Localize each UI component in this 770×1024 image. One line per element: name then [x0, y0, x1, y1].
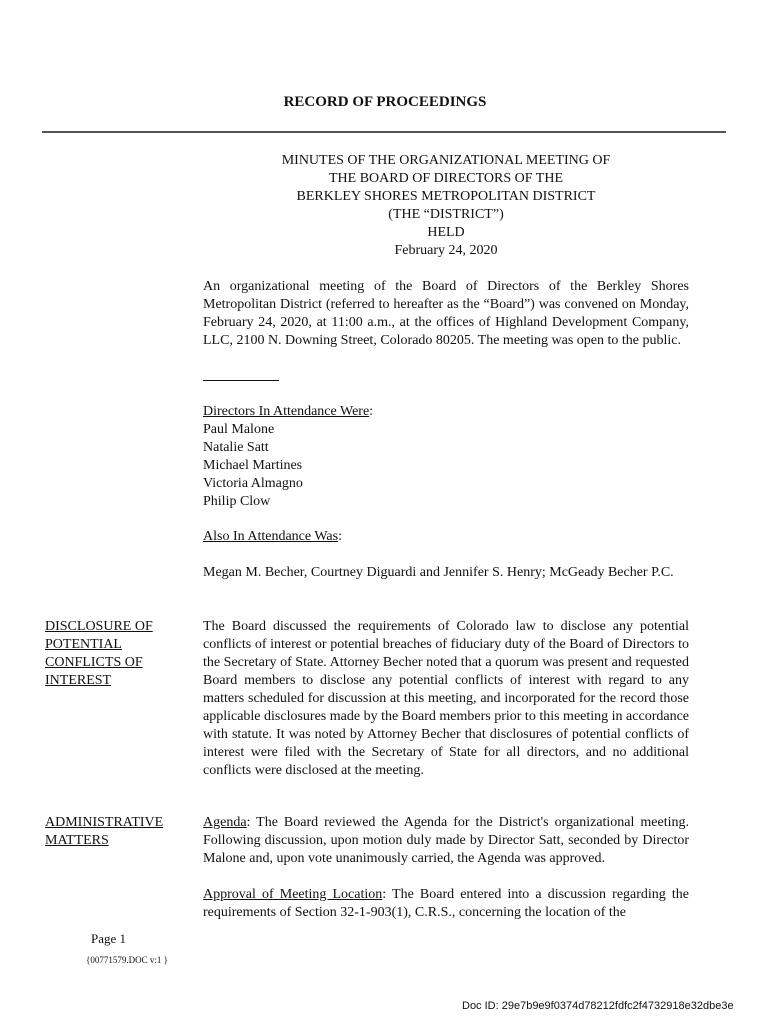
agenda-paragraph: [203, 814, 689, 868]
also-attendance-heading: [203, 528, 689, 546]
minutes-title-line: HELD: [427, 225, 465, 240]
header-divider: [42, 131, 726, 133]
page-title: RECORD OF PROCEEDINGS: [283, 94, 487, 110]
minutes-title: [203, 152, 689, 260]
disclosure-heading-line: INTEREST: [45, 673, 112, 688]
page-number: Page 1: [91, 931, 127, 946]
location-text: : The Board entered into a discussion regarding the requirements of Section 32-1-903(1), C.R.S., concerning the location of the: [203, 887, 690, 920]
also-attendance-heading-text: Also In Attendance Was: [203, 529, 339, 544]
minutes-title-line: THE BOARD OF DIRECTORS OF THE: [328, 171, 563, 186]
administrative-heading-line: ADMINISTRATIVE: [45, 815, 164, 830]
also-attendance-text: Megan M. Becher, Courtney Diguardi and Jennifer S. Henry; McGeady Becher P.C.: [203, 565, 674, 580]
administrative-heading: [45, 814, 185, 850]
directors-heading: [203, 403, 689, 421]
disclosure-heading-line: CONFLICTS OF: [45, 655, 143, 670]
director-name: Natalie Satt: [203, 440, 269, 455]
directors-heading-text: Directors In Attendance Were: [203, 404, 370, 419]
disclosure-heading: [45, 618, 185, 690]
directors-section: [203, 403, 689, 511]
location-paragraph: [203, 886, 689, 922]
disclosure-text: The Board discussed the requirements of Colorado law to disclose any potential conflicts of interest or potential breaches of fiduciary duty of the Board of Directors to the Secretary of State. Attorney Becher noted that a quorum was present and requested Board members to disclose any potential conflicts of interest with regard to any matters scheduled for discussion at this meeting, and incorporated for the record those applicable disclosures made by the Board members prior to this meeting in accordance with statute. It was noted by Attorney Becher that disclosures of potential conflicts of interest were filed with the Secretary of State for all directors, and no additional conflicts were disclosed at the meeting.: [203, 619, 689, 778]
director-name: Victoria Almagno: [203, 476, 303, 491]
directors-heading-colon: :: [369, 404, 374, 419]
minutes-title-line: BERKLEY SHORES METROPOLITAN DISTRICT: [296, 189, 596, 204]
intro-paragraph: An organizational meeting of the Board of Directors of the Berkley Shores Metropolitan District (referred to hereafter as the “Board”) was convened on Monday, February 24, 2020, at 11:00 a.m., at the offices of Highland Development Company, LLC, 2100 N. Downing Street, Colorado 80205. The meeting was open to the public.: [203, 279, 689, 348]
agenda-text: : The Board reviewed the Agenda for the District's organizational meeting. Following discussion, upon motion duly made by Director Satt, seconded by Director Malone and, upon vote unanimously carried, the Agenda was approved.: [203, 815, 689, 866]
disclosure-heading-line: DISCLOSURE OF: [45, 619, 153, 634]
document-id: Doc ID: 29e7b9e9f0374d78212fdfc2f4732918e32dbe3e: [462, 1000, 734, 1012]
also-attendance-colon: :: [338, 529, 342, 544]
disclosure-heading-line: POTENTIAL: [45, 637, 122, 652]
minutes-title-line: MINUTES OF THE ORGANIZATIONAL MEETING OF: [281, 153, 611, 168]
document-code: {00771579.DOC v:1 }: [86, 955, 168, 965]
director-name: Paul Malone: [203, 422, 275, 437]
director-name: Philip Clow: [203, 494, 271, 509]
meeting-date: February 24, 2020: [394, 243, 498, 258]
agenda-label: Agenda: [203, 815, 247, 830]
location-label: Approval of Meeting Location: [203, 887, 383, 902]
administrative-heading-line: MATTERS: [45, 833, 109, 848]
section-divider: [203, 380, 279, 381]
minutes-title-line: (THE “DISTRICT”): [388, 207, 504, 222]
director-name: Michael Martines: [203, 458, 303, 473]
